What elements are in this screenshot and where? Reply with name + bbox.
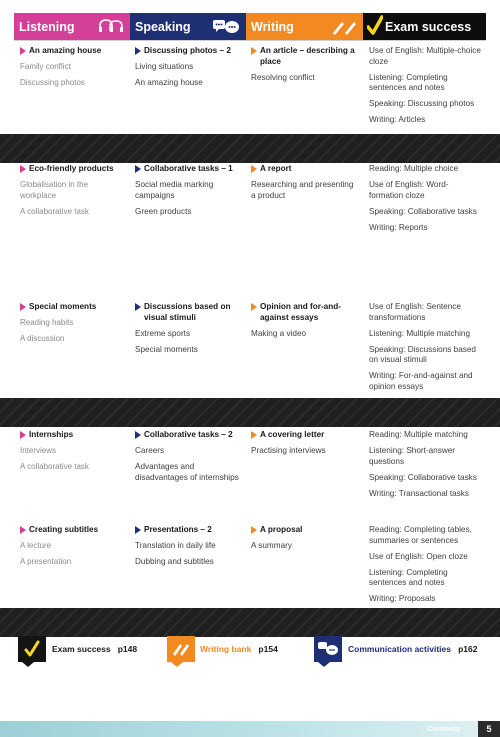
listening-subtopic: A discussion: [20, 334, 65, 343]
writing-column: [251, 302, 359, 345]
exam-column: [369, 525, 481, 610]
exam-item: Reading: Multiple choice: [369, 164, 459, 173]
listening-topic: Special moments: [20, 302, 126, 313]
exam-item: Listening: Multiple matching: [369, 328, 471, 338]
writing-subtopic: Practising interviews: [251, 446, 326, 455]
arrow-icon: [251, 431, 257, 439]
writing-subtopic: Resolving conflict: [251, 72, 315, 82]
exam-item: Writing: Articles: [369, 115, 426, 124]
exam-item: Use of English: Sentence transformations: [369, 302, 461, 322]
exam-success-header: [363, 13, 486, 40]
listening-topic: Eco-friendly products: [20, 164, 126, 175]
checkmark-icon: [24, 640, 40, 658]
exam-column: [369, 46, 481, 131]
speaking-topic: Discussing photos – 2: [135, 46, 241, 57]
listening-topic: Internships: [20, 430, 126, 441]
speaking-header-label: Speaking: [135, 19, 191, 34]
arrow-icon: [251, 526, 257, 534]
exam-item: Reading: Completing tables, summaries or sentences: [369, 525, 472, 545]
exam-item: Listening: Short-answer questions: [369, 446, 456, 466]
writing-topic: A report: [251, 164, 359, 175]
section-band: [0, 134, 500, 163]
arrow-icon: [20, 431, 26, 439]
speech-bubbles-icon: [317, 641, 339, 657]
section-band: [0, 608, 500, 637]
speaking-column: [135, 525, 241, 573]
exam-column: [369, 302, 481, 398]
listening-topic: Creating subtitles: [20, 525, 126, 536]
headphones-icon: [98, 19, 124, 33]
speaking-subtopic: Dubbing and subtitles: [135, 557, 214, 566]
speaking-subtopic: Green products: [135, 206, 192, 216]
speech-bubbles-icon: [212, 19, 240, 35]
page-footer-bar: [0, 721, 500, 737]
speaking-subtopic: Translation in daily life: [135, 541, 216, 550]
arrow-icon: [20, 165, 26, 173]
listening-subtopic: Family conflict: [20, 62, 71, 71]
arrow-icon: [135, 47, 141, 55]
listening-column: [20, 164, 126, 223]
exam-column: [369, 430, 481, 505]
writing-header-label: Writing: [251, 19, 294, 34]
writing-subtopic: Making a video: [251, 328, 307, 338]
exam-item: Speaking: Discussions based on visual stimuli: [369, 344, 476, 364]
listening-subtopic: A collaborative task: [20, 206, 89, 216]
checkmark-icon: [367, 15, 383, 40]
arrow-icon: [135, 526, 141, 534]
writing-column: [251, 525, 359, 557]
column-header-bar: [14, 13, 486, 40]
arrow-icon: [135, 165, 141, 173]
exam-success-link[interactable]: Exam success p148: [52, 644, 138, 654]
listening-subtopic: Reading habits: [20, 318, 74, 327]
exam-item: Writing: Transactional tasks: [369, 488, 469, 498]
writing-topic: An article – describing a place: [251, 46, 359, 67]
exam-item: Writing: Reports: [369, 222, 428, 232]
speaking-column: [135, 430, 241, 489]
writing-topic: A covering letter: [251, 430, 359, 441]
speaking-subtopic: Living situations: [135, 62, 194, 71]
speaking-subtopic: Advantages and disadvantages of internships: [135, 462, 239, 482]
exam-item: Speaking: Discussing photos: [369, 99, 475, 108]
listening-subtopic: Globalisation in the workplace: [20, 180, 89, 200]
exam-item: Speaking: Collaborative tasks: [369, 206, 477, 216]
exam-item: Listening: Completing sentences and notes: [369, 567, 448, 587]
speaking-subtopic: Special moments: [135, 344, 198, 354]
listening-column: [20, 46, 126, 94]
listening-header: [14, 13, 130, 40]
communication-activities-badge: [314, 636, 342, 662]
writing-topic: A proposal: [251, 525, 359, 536]
arrow-icon: [135, 431, 141, 439]
writing-bank-link[interactable]: Writing bank p154: [200, 644, 278, 654]
speaking-topic: Collaborative tasks – 1: [135, 164, 241, 175]
speaking-column: [135, 164, 241, 223]
listening-subtopic: A lecture: [20, 541, 52, 550]
arrow-icon: [251, 165, 257, 173]
page-number: 5: [478, 721, 500, 737]
writing-subtopic: A summary: [251, 541, 292, 550]
exam-item: Speaking: Collaborative tasks: [369, 472, 477, 482]
exam-item: Use of English: Open cloze: [369, 551, 468, 561]
writing-column: [251, 164, 359, 207]
listening-subtopic: Discussing photos: [20, 78, 85, 87]
listening-subtopic: A collaborative task: [20, 462, 89, 471]
exam-column: [369, 164, 481, 239]
writing-bank-badge: [167, 636, 195, 662]
writing-topic: Opinion and for-and-against essays: [251, 302, 359, 323]
speaking-header: [130, 13, 246, 40]
listening-subtopic: A presentation: [20, 557, 72, 566]
writing-column: [251, 46, 359, 89]
listening-column: [20, 525, 126, 573]
speaking-subtopic: Extreme sports: [135, 328, 191, 338]
speaking-subtopic: An amazing house: [135, 78, 203, 87]
listening-header-label: Listening: [19, 19, 75, 34]
exam-success-header-label: Exam success: [385, 19, 472, 34]
exam-item: Use of English: Multiple-choice cloze: [369, 46, 481, 66]
arrow-icon: [135, 303, 141, 311]
exam-item: Writing: For-and-against and opinion essays: [369, 371, 473, 391]
speaking-column: [135, 302, 241, 361]
arrow-icon: [20, 526, 26, 534]
communication-activities-link[interactable]: Communication activities p162: [348, 644, 478, 654]
section-band: [0, 398, 500, 427]
pencils-icon: [171, 641, 191, 657]
arrow-icon: [251, 303, 257, 311]
exam-success-badge: [18, 636, 46, 662]
speaking-subtopic: Social media marking campaigns: [135, 180, 214, 200]
exam-item: Writing: Proposals: [369, 594, 436, 603]
listening-column: [20, 302, 126, 350]
speaking-topic: Presentations – 2: [135, 525, 241, 536]
speaking-topic: Discussions based on visual stimuli: [135, 302, 241, 323]
exam-item: Listening: Completing sentences and notes: [369, 72, 448, 92]
arrow-icon: [20, 303, 26, 311]
writing-subtopic: Researching and presenting a product: [251, 180, 354, 200]
exam-item: Use of English: Word-formation cloze: [369, 180, 449, 200]
contents-label: Contents: [427, 724, 460, 733]
listening-column: [20, 430, 126, 478]
exam-item: Reading: Multiple matching: [369, 430, 468, 439]
reference-footer: [14, 636, 486, 662]
listening-subtopic: Interviews: [20, 446, 57, 455]
arrow-icon: [251, 47, 257, 55]
speaking-subtopic: Careers: [135, 446, 165, 455]
writing-column: [251, 430, 359, 462]
arrow-icon: [20, 47, 26, 55]
header-divider: [14, 40, 486, 41]
pencils-icon: [331, 19, 357, 35]
listening-topic: An amazing house: [20, 46, 126, 57]
writing-header: [246, 13, 363, 40]
speaking-column: [135, 46, 241, 94]
speaking-topic: Collaborative tasks – 2: [135, 430, 241, 441]
